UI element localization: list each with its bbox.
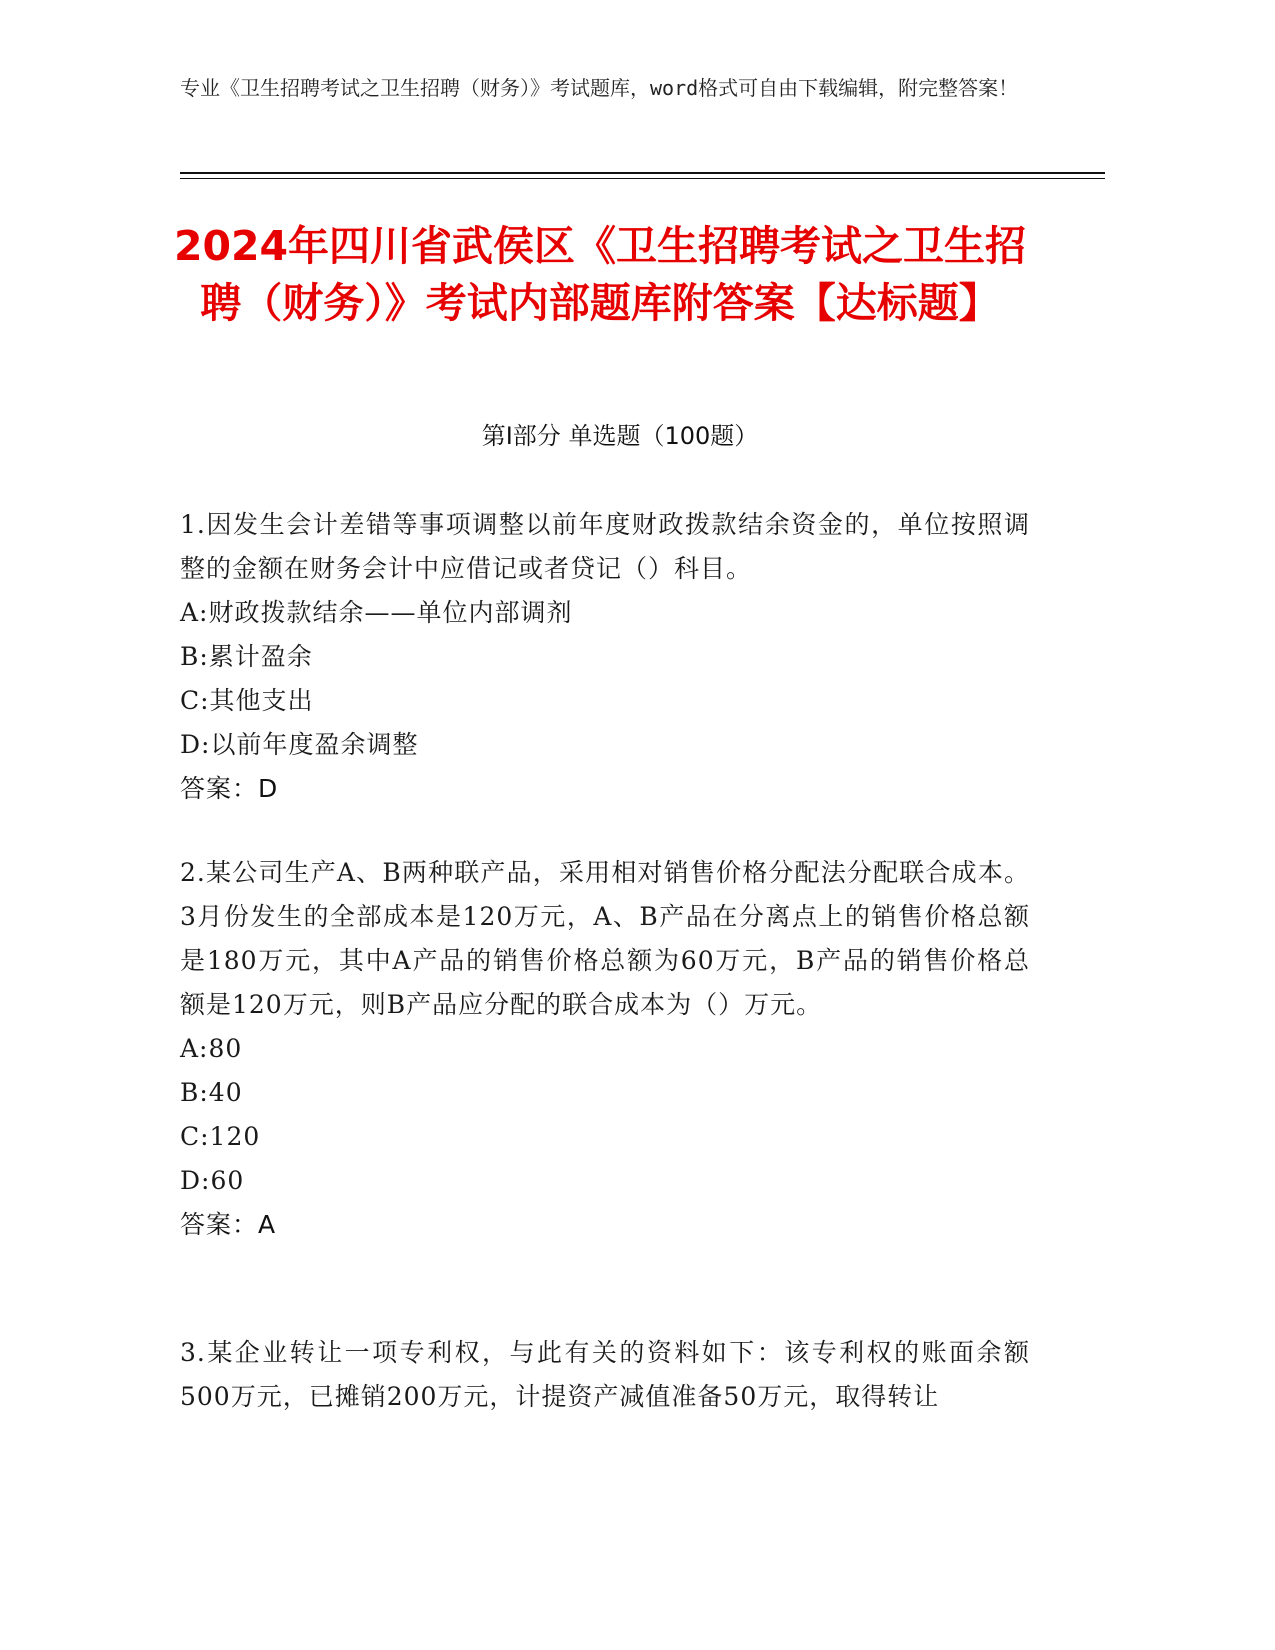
answer-line: 答案：D [180,774,279,803]
answer-line: 答案：A [180,1210,277,1239]
option-a: A:80 [180,1034,243,1063]
question-2 [180,851,1030,1247]
option-d: D:以前年度盈余调整 [180,730,419,759]
question-stem: 1.因发生会计差错等事项调整以前年度财政拨款结余资金的，单位按照调整的金额在财务会计中应借记或者贷记（）科目。 [180,510,1030,583]
option-a: A:财政拨款结余——单位内部调剂 [180,598,573,627]
question-stem: 2.某公司生产A、B两种联产品，采用相对销售价格分配法分配联合成本。3月份发生的全部成本是120万元，A、B产品在分离点上的销售价格总额是180万元，其中A产品的销售价格总额为60万元，B产品的销售价格总额是120万元，则B产品应分配的联合成本为（）万元。 [180,858,1030,1019]
option-c: C:其他支出 [180,686,314,715]
header-note: 专业《卫生招聘考试之卫生招聘（财务）》考试题库，word格式可自由下载编辑，附完整答案！ [180,76,1019,100]
section-title: 第Ⅰ部分 单选题（100题） [481,422,759,450]
option-d: D:60 [180,1166,245,1195]
question-3 [180,1331,1030,1419]
option-b: B:40 [180,1078,243,1107]
option-c: C:120 [180,1122,261,1151]
header-divider-thin [180,178,1105,179]
question-1 [180,503,1030,811]
question-stem: 3.某企业转让一项专利权，与此有关的资料如下：该专利权的账面余额500万元，已摊销200万元，计提资产减值准备50万元，取得转让 [180,1338,1030,1411]
document-title: 2024年四川省武侯区《卫生招聘考试之卫生招聘（财务）》考试内部题库附答案【达标题】 [173,222,1027,327]
option-b: B:累计盈余 [180,642,313,671]
header-divider-thick [180,172,1105,174]
